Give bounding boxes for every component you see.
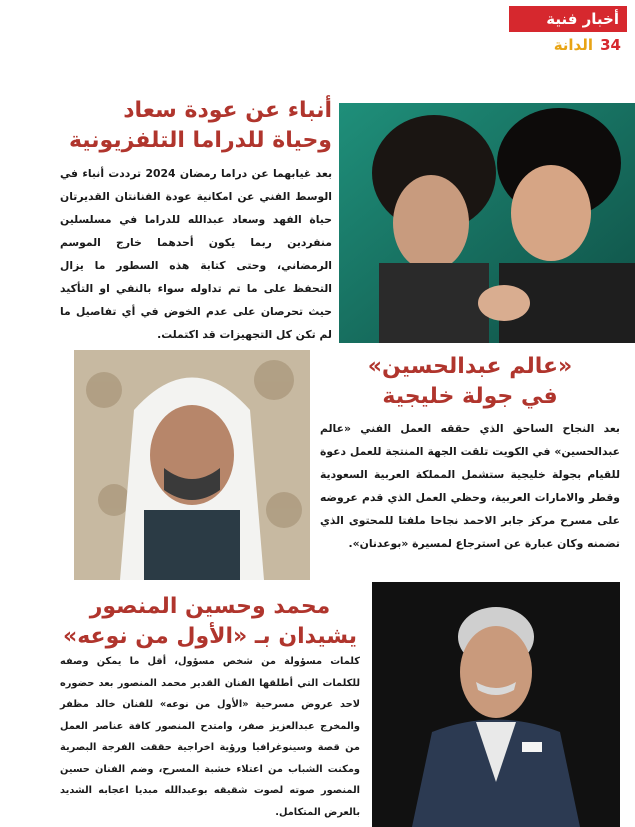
mansour-photo: [372, 582, 620, 827]
article-3-title-line1: محمد وحسين المنصور: [89, 594, 331, 619]
magazine-logo: الدانة: [553, 36, 593, 54]
article-1-body: بعد غيابهما عن دراما رمضان 2024 ترددت أنباء في الوسط الفني عن امكانية عودة الفنانتان القديرتان حياة الفهد وسعاد عبدالله للدراما في مسلسلين منفردين ربما يكون أحدهما خارج الموسم الرمضاني، وحتى كتابة هذه السطور ما يزال التحفظ على ما تم تداوله سواء بالنفي او التأكيد حيث تحرصان على عدم الخوض في أي تفاصيل ما لم تكن كل التجهيزات قد اكتملت.: [60, 167, 332, 341]
abdulhussain-photo: [74, 350, 310, 580]
article-2-title-line1: «عالم عبدالحسين»: [367, 354, 573, 379]
section-label: أخبار فنية: [509, 6, 627, 32]
article-2-title-line2: في جولة خليجية: [382, 384, 558, 409]
article-1-title-line1: أنباء عن عودة سعاد: [123, 98, 332, 123]
article-3-body: كلمات مسؤولة من شخص مسؤول، أقل ما يمكن وصفه للكلمات التي أطلقها الفنان القدير محمد المنصور بعد حضوره لاحد عروض مسرحية «الأول من نوعه» للفنان خالد مظفر والمخرج عبدالعزيز صفر، وامتدح المنصور كافة عناصر العمل من قصة وسينوغرافيا ورؤية اخراجية حققت الفرجة البصرية ومكنت الشباب من اعتلاء خشبة المسرح، وضم الفنان حسين المنصور صوته لصوت شقيقه بوعبدالله مبديا اعجابه الشديد بالعرض المتكامل.: [60, 656, 360, 818]
article-3-title: [60, 592, 360, 652]
article-2-title: [320, 352, 620, 412]
page-number: 34: [600, 36, 621, 54]
article-2-body: بعد النجاح الساحق الذي حققه العمل الفني «عالم عبدالحسين» في الكويت تلقت الجهة المنتجة للعمل دعوة للقيام بجولة خليجية ستشمل المملكة العربية السعودية وقطر والامارات العربية، وحظي العمل الذي قدم عروضه على مسرح مركز جابر الاحمد نجاحا ملفتا للمحتوى الذي تضمنه وكان عبارة عن استرجاع لمسيرة «بوعدنان».: [320, 422, 620, 550]
page-header: [507, 0, 627, 60]
article-1-title: [60, 96, 332, 156]
article-3-title-line2: يشيدان بـ «الأول من نوعه»: [62, 624, 358, 649]
actresses-photo: [339, 103, 635, 343]
article-1-title-line2: وحياة للدراما التلفزيونية: [68, 128, 332, 153]
